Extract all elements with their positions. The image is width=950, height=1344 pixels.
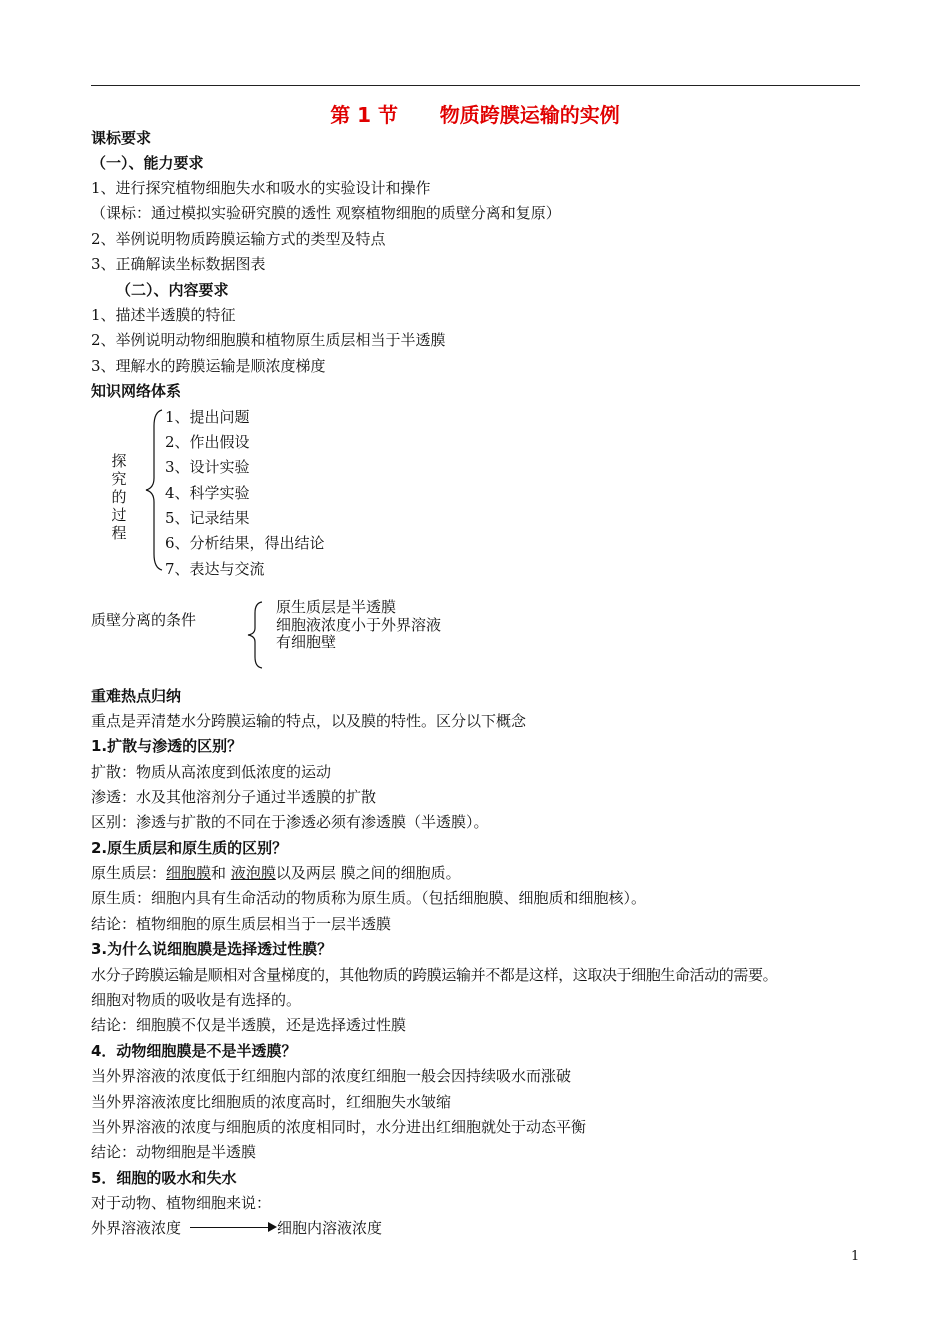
ability-heading: （一）、能力要求 bbox=[91, 154, 204, 172]
arrow-line bbox=[190, 1227, 270, 1228]
q4-line: 当外界溶液的浓度与细胞质的浓度相同时，水分进出红细胞就处于动态平衡 bbox=[91, 1118, 587, 1136]
q2-line1: 原生质层：细胞膜和 液泡膜以及两层 膜之间的细胞质。 bbox=[91, 864, 461, 882]
page-title: 第 1 节 物质跨膜运输的实例 bbox=[330, 103, 620, 127]
arrow-right-icon bbox=[268, 1222, 277, 1232]
ability-item: （课标：通过模拟实验研究膜的透性 观察植物细胞的质壁分离和复原） bbox=[91, 204, 561, 222]
key-heading: 重难热点归纳 bbox=[91, 687, 182, 705]
content-item: 2、举例说明动物细胞膜和植物原生质层相当于半透膜 bbox=[91, 331, 446, 349]
content-item: 1、描述半透膜的特征 bbox=[91, 306, 236, 324]
arrow-left-label: 外界溶液浓度 bbox=[91, 1219, 182, 1237]
inquiry-step: 6、分析结果，得出结论 bbox=[165, 534, 325, 552]
inquiry-step: 2、作出假设 bbox=[165, 433, 250, 451]
inquiry-label: 探 究 的 过 程 bbox=[111, 452, 127, 542]
q3-heading: 3.为什么说细胞膜是选择透过性膜？ bbox=[91, 940, 333, 958]
inquiry-step: 1、提出问题 bbox=[165, 408, 250, 426]
inquiry-step: 4、科学实验 bbox=[165, 484, 250, 502]
plasmolysis-condition: 有细胞壁 bbox=[276, 633, 337, 651]
header-rule bbox=[91, 85, 860, 86]
q1-heading: 1.扩散与渗透的区别？ bbox=[91, 737, 243, 755]
plasmolysis-condition: 细胞液浓度小于外界溶液 bbox=[276, 616, 442, 634]
q3-line: 细胞对物质的吸收是有选择的。 bbox=[91, 991, 302, 1009]
q2-line: 原生质：细胞内具有生命活动的物质称为原生质。（包括细胞膜、细胞质和细胞核）。 bbox=[91, 889, 647, 907]
arrow-right-label: 细胞内溶液浓度 bbox=[277, 1219, 383, 1237]
plasmolysis-brace bbox=[244, 600, 266, 670]
ability-item: 2、举例说明物质跨膜运输方式的类型及特点 bbox=[91, 230, 386, 248]
plasmolysis-label: 质壁分离的条件 bbox=[91, 611, 197, 629]
q2-line: 结论：植物细胞的原生质层相当于一层半透膜 bbox=[91, 915, 392, 933]
inquiry-brace bbox=[140, 408, 166, 572]
plasmolysis-condition: 原生质层是半透膜 bbox=[276, 598, 397, 616]
q2-heading: 2.原生质层和原生质的区别？ bbox=[91, 839, 288, 857]
content-heading: （二）、内容要求 bbox=[116, 281, 229, 299]
q4-line: 结论：动物细胞是半透膜 bbox=[91, 1143, 257, 1161]
ability-item: 1、进行探究植物细胞失水和吸水的实验设计和操作 bbox=[91, 179, 431, 197]
q1-line: 渗透：水及其他溶剂分子通过半透膜的扩散 bbox=[91, 788, 377, 806]
key-intro: 重点是弄清楚水分跨膜运输的特点，以及膜的特性。区分以下概念 bbox=[91, 712, 527, 730]
inquiry-step: 3、设计实验 bbox=[165, 458, 250, 476]
q4-line: 当外界溶液浓度比细胞质的浓度高时，红细胞失水皱缩 bbox=[91, 1093, 452, 1111]
inquiry-step: 5、记录结果 bbox=[165, 509, 250, 527]
q4-heading: 4．动物细胞膜是不是半透膜？ bbox=[91, 1042, 297, 1060]
q3-line: 水分子跨膜运输是顺相对含量梯度的，其他物质的跨膜运输并不都是这样，这取决于细胞生命活动的需要。 bbox=[91, 966, 778, 984]
q3-line: 结论：细胞膜不仅是半透膜，还是选择透过性膜 bbox=[91, 1016, 407, 1034]
q4-line: 当外界溶液的浓度低于红细胞内部的浓度红细胞一般会因持续吸水而涨破 bbox=[91, 1067, 572, 1085]
q1-line: 区别：渗透与扩散的不同在于渗透必须有渗透膜（半透膜）。 bbox=[91, 813, 489, 831]
kebiao-heading: 课标要求 bbox=[91, 129, 152, 147]
q5-line: 对于动物、植物细胞来说： bbox=[91, 1194, 272, 1212]
inquiry-step: 7、表达与交流 bbox=[165, 560, 265, 578]
network-heading: 知识网络体系 bbox=[91, 382, 182, 400]
content-item: 3、理解水的跨膜运输是顺浓度梯度 bbox=[91, 357, 326, 375]
q1-line: 扩散：物质从高浓度到低浓度的运动 bbox=[91, 763, 332, 781]
q5-heading: 5．细胞的吸水和失水 bbox=[91, 1169, 237, 1187]
page-number: 1 bbox=[851, 1249, 860, 1264]
ability-item: 3、正确解读坐标数据图表 bbox=[91, 255, 266, 273]
